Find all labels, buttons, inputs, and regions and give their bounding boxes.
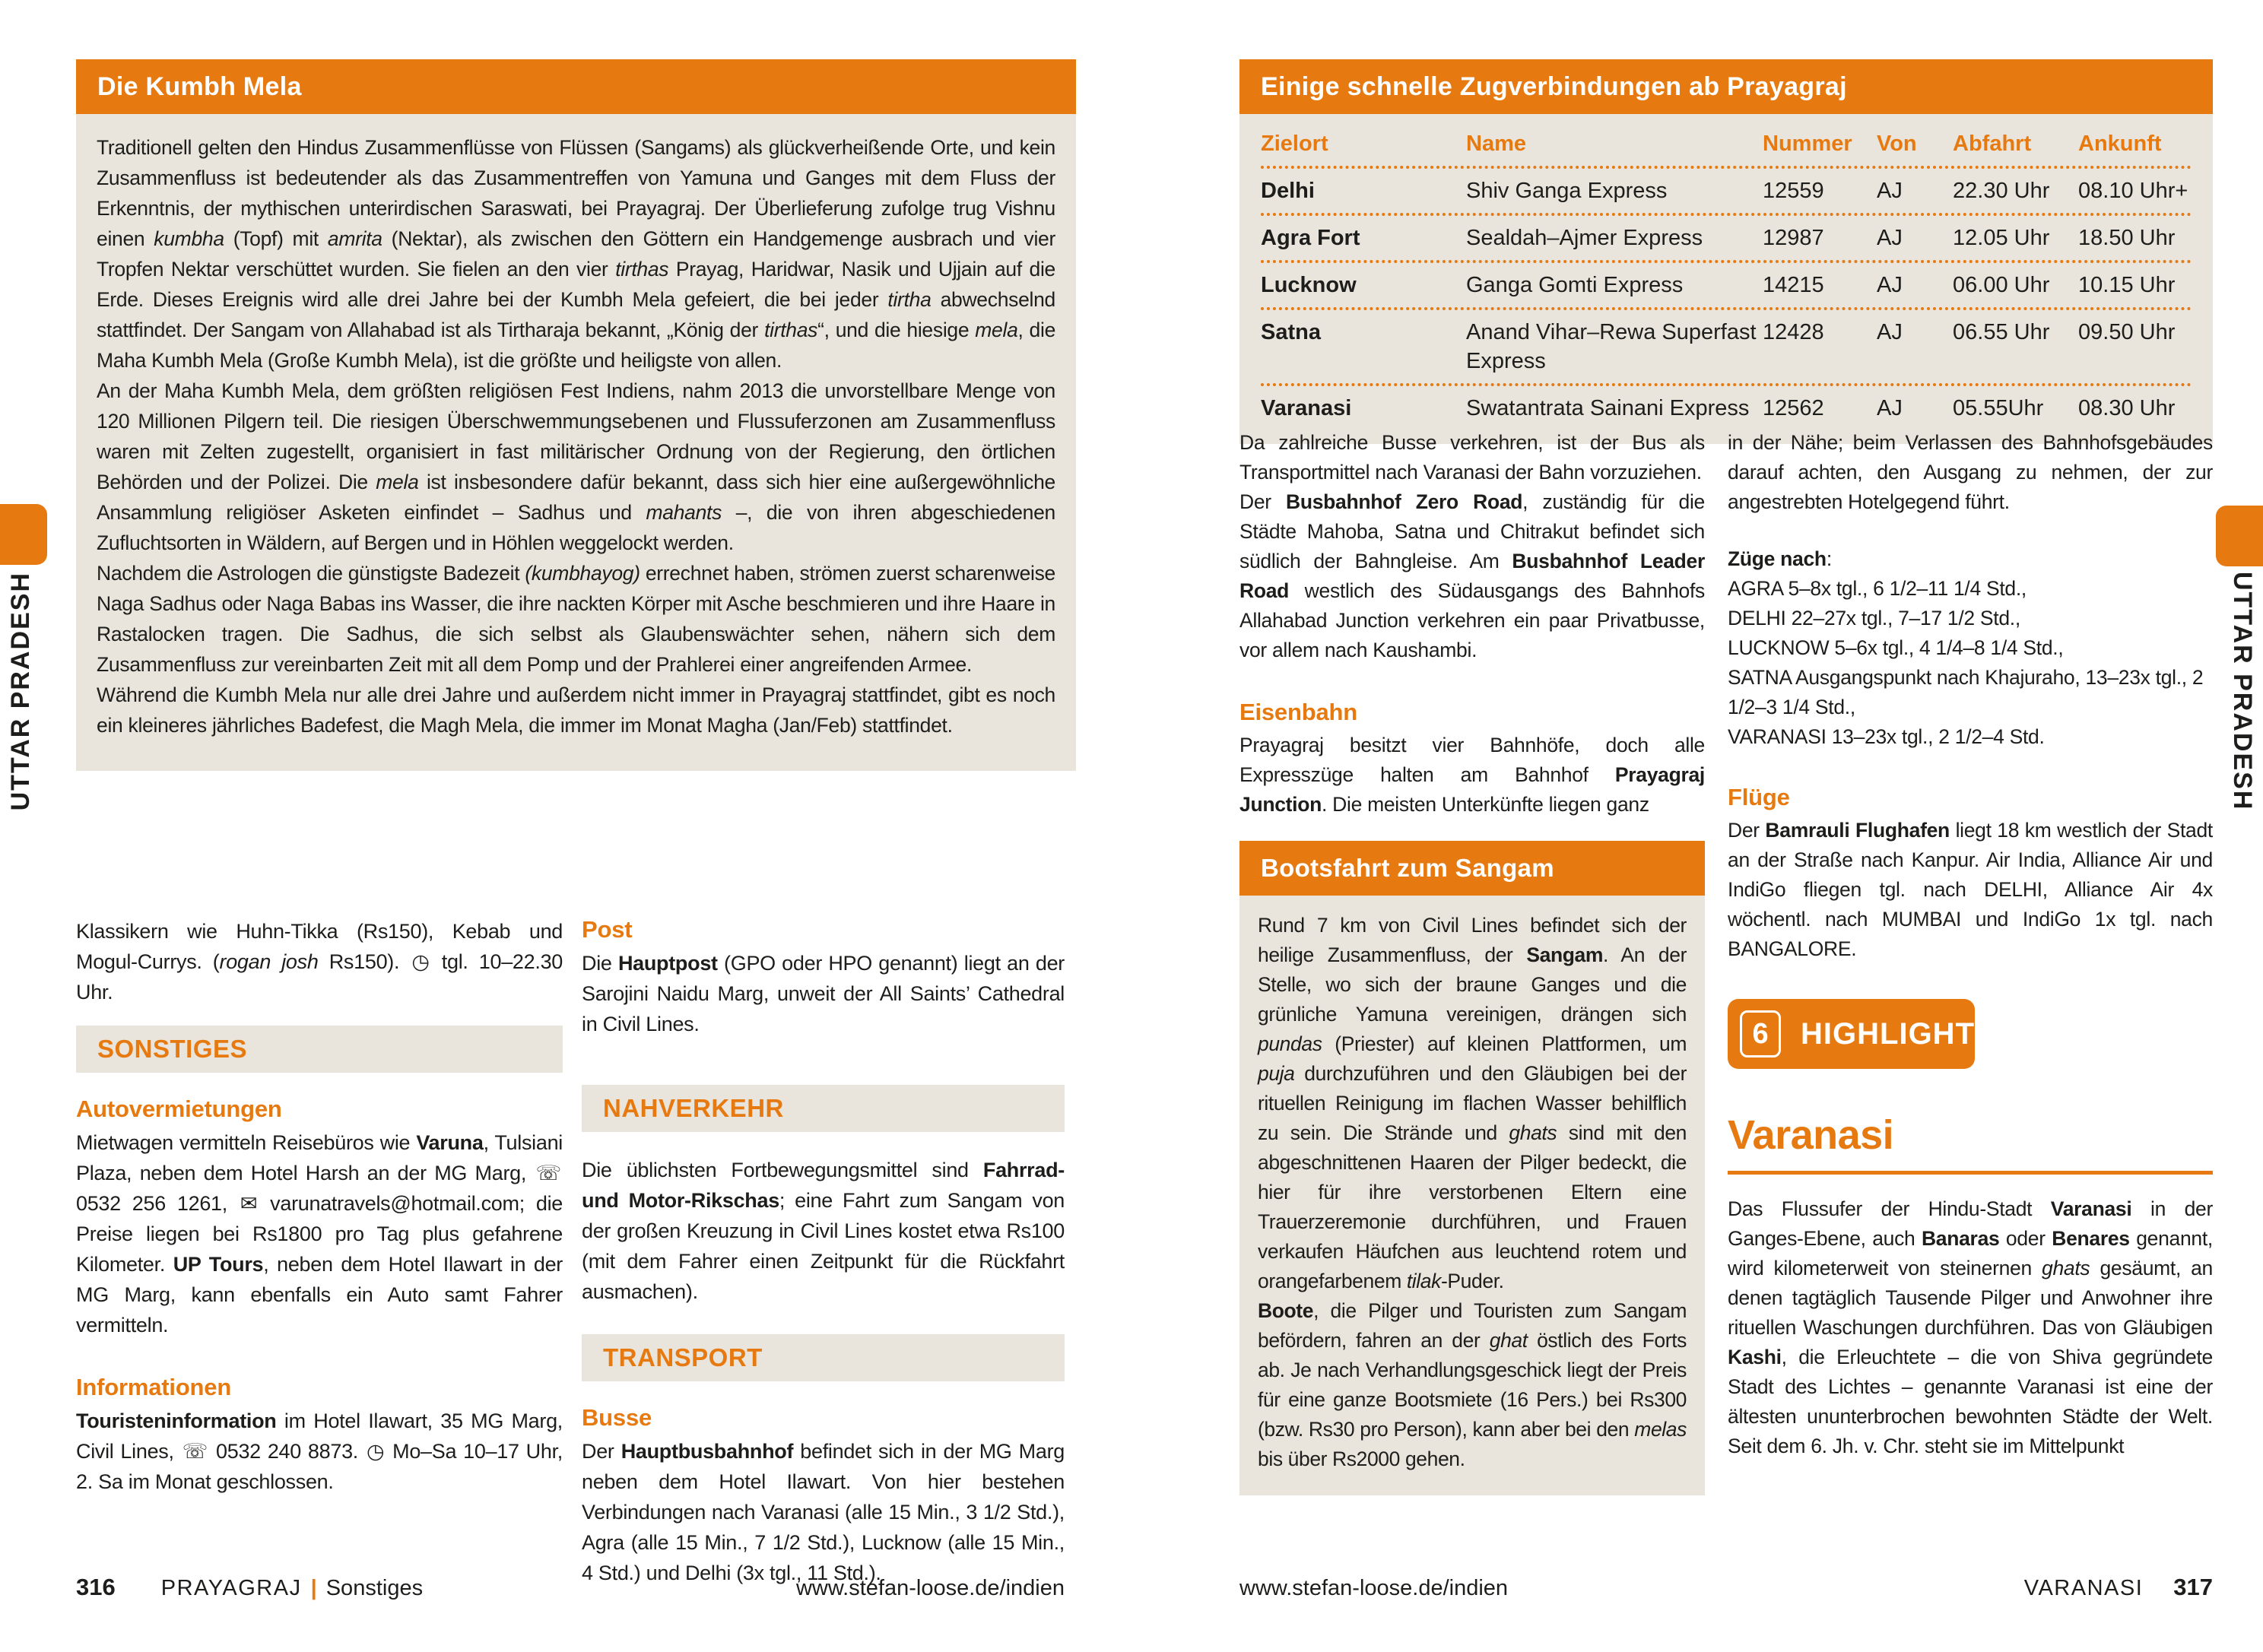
column-header: Von	[1877, 132, 1917, 156]
left-page-column-1	[76, 916, 563, 1497]
list-line	[1728, 663, 2213, 722]
info-box	[1239, 841, 1705, 1495]
text-run: ghats	[1509, 1121, 1557, 1144]
cell-ankunft: 18.50 Uhr	[2078, 226, 2176, 250]
footer-url: www.stefan-loose.de/indien	[795, 1576, 1065, 1600]
column-header: Nummer	[1763, 132, 1852, 156]
text-run: befindet sich in der MG Marg neben dem Hotel Ilawart. Von hier bestehen Verbindungen nach Varanasi (alle 15 Min., 3 1/2 Std.), Agra (alle 15 Min., 7 1/2 Std.), Lucknow (alle 15 Min., 4 Std.) und Delhi (3x tgl., 11 Std.).	[582, 1440, 1065, 1584]
paragraph	[582, 1155, 1065, 1307]
text-run: errechnet haben, strömen zuerst scharenweise Naga Sadhus oder Naga Babas ins Wasser, die ihre nackten Körper mit Asche beschmieren und ihre Haare in Rastalocken tragen. Die Sadhus, die sich selbst als Glaubenswächter sehen, nähern sich dem Zusammenfluss zur vereinbarten Zeit mit all dem Pomp und der Prahlerei einer angreifenden Armee.	[97, 562, 1055, 676]
highlight-badge	[1728, 999, 1975, 1069]
text-run: ghat	[1489, 1329, 1528, 1352]
text-run: tirtha	[887, 288, 932, 311]
cell-von: AJ	[1877, 396, 1903, 420]
text-run: ; eine Fahrt zum Sangam von der großen Kreuzung in Civil Lines kostet etwa Rs100 (mit dem Fahrer einen Zeitpunkt für die Rückfahrt ausmachen).	[582, 1189, 1065, 1303]
info-box-body	[1239, 896, 1705, 1495]
text-run: Prayagraj Junction	[1239, 763, 1705, 816]
paragraph	[97, 558, 1055, 680]
page-number: 317	[2173, 1574, 2213, 1600]
cell-abfahrt: 12.05 Uhr	[1953, 226, 2050, 250]
paragraph	[76, 1127, 563, 1340]
paragraph	[97, 132, 1055, 376]
subheading: Autovermietungen	[76, 1096, 282, 1122]
text-run: Der	[1728, 819, 1766, 842]
region-label-right: UTTAR PRADESH	[2228, 572, 2257, 811]
cell-nummer: 14215	[1763, 273, 1824, 297]
cell-zielort: Satna	[1261, 320, 1321, 344]
text-run: liegt 18 km westlich der Stadt an der Straße nach Kanpur. Air India, Alliance Air und IndiGo fliegen tgl. nach DELHI, Alliance Air 4x wöchentl. nach MUMBAI und IndiGo 1x tgl. nach BANGALORE.	[1728, 819, 2213, 960]
table-row	[1261, 383, 2192, 430]
paragraph	[97, 680, 1055, 740]
column-header: Ankunft	[2078, 132, 2162, 156]
text-run: (kumbhayog)	[525, 562, 640, 585]
text-run: melas	[1634, 1418, 1687, 1441]
text-run: An der Maha Kumbh Mela, dem größten religiösen Fest Indiens, nahm 2013 die unvorstellbare Menge von 120 Millionen Pilgern teil. Die riesigen Überschwemmungsebenen und Flussuferzonen am Zusammenfluss waren mit Zelten zugestellt, organisiert in fast militärischer Ordnung von der Regierung, den örtlichen Behörden und der Polizei. Die	[97, 379, 1055, 493]
paragraph	[582, 1436, 1065, 1588]
text-run: AGRA 5–8x tgl., 6 1/2–11 1/4 Std.,	[1728, 577, 2027, 600]
text-run: genannt, wird kilometerweit von steinernen	[1728, 1227, 2213, 1279]
text-run: (Topf) mit	[224, 227, 328, 250]
cell-name: Anand Vihar–Rewa Superfast Express	[1466, 320, 1757, 373]
cell-name: Swatantrata Sainani Express	[1466, 396, 1750, 420]
text-run: 0532 256 1261,	[76, 1192, 239, 1215]
text-run: VARANASI 13–23x tgl., 2 1/2–4 Std.	[1728, 725, 2045, 748]
cell-von: AJ	[1877, 273, 1903, 297]
page-number: 316	[76, 1574, 116, 1600]
column-header: Zielort	[1261, 132, 1328, 156]
cell-von: AJ	[1877, 320, 1903, 344]
text-run: , die Pilger und Touristen zum Sangam befördern, fahren an der	[1258, 1299, 1687, 1352]
paragraph	[1239, 487, 1705, 665]
cell-von: AJ	[1877, 226, 1903, 250]
paragraph	[582, 948, 1065, 1039]
paragraph	[76, 1406, 563, 1497]
text-run: im Hotel Ilawart, 35 MG Marg, Civil Lines,	[76, 1409, 563, 1463]
text-run: mela	[376, 471, 419, 493]
cell-name: Ganga Gomti Express	[1466, 273, 1684, 297]
train-table-title: Einige schnelle Zugverbindungen ab Prayagraj	[1239, 59, 2213, 114]
text-run: Benares	[2052, 1227, 2130, 1250]
text-run: varunatravels@hotmail.com; die Preise liegen bei Rs1800 pro Tag plus gefahrene Kilometer.	[76, 1192, 563, 1276]
text-run: abwechselnd stattfindet. Der Sangam von Allahabad ist als Tirtharaja bekannt, „König der	[97, 288, 1055, 341]
list-line	[1728, 604, 2213, 633]
text-run: Rs150).	[318, 950, 411, 973]
cell-abfahrt: 05.55Uhr	[1953, 396, 2044, 420]
text-run: , neben dem Hotel Ilawart in der MG Marg, kann ebenfalls ein Auto samt Fahrer vermitteln.	[76, 1253, 563, 1337]
train-connections-table	[1239, 59, 2213, 444]
footer-section: Sonstiges	[325, 1576, 424, 1600]
text-run: Da zahlreiche Busse verkehren, ist der Bus als Transportmittel nach Varanasi der Bahn vorzuziehen.	[1239, 431, 1705, 484]
list-line	[1728, 633, 2213, 663]
right-page-footer	[1239, 1574, 2213, 1601]
text-run: Touristeninformation	[76, 1409, 277, 1432]
table-row	[1261, 166, 2192, 213]
kumbh-mela-box	[76, 59, 1076, 771]
paragraph	[1728, 544, 2213, 574]
text-run: SATNA Ausgangspunkt nach Khajuraho, 13–23x tgl., 2 1/2–3 1/4 Std.,	[1728, 666, 2204, 718]
text-run: Der	[1239, 490, 1286, 513]
text-run: -Puder.	[1440, 1270, 1504, 1292]
text-run: (Nektar), als zwischen den Göttern ein Handgemenge ausbrach und vier Tropfen Nektar verschüttet wurden. Sie fielen an den vier	[97, 227, 1056, 281]
text-run: mela	[975, 319, 1018, 341]
cell-abfahrt: 06.55 Uhr	[1953, 320, 2050, 344]
left-page-column-2	[582, 916, 1065, 1588]
cell-ankunft: 08.30 Uhr	[2078, 396, 2176, 420]
text-run: östlich des Forts ab. Je nach Verhandlungsgeschick liegt der Preis für eine ganze Bootsmiete (16 Pers.) bei Rs300 (bzw. Rs30 pro Person), kann aber bei den	[1258, 1329, 1687, 1441]
clock-icon: ◷	[366, 1440, 385, 1463]
text-run: mahants	[646, 501, 722, 524]
text-run: oder	[1999, 1227, 2052, 1250]
text-run: Banaras	[1921, 1227, 2000, 1250]
section-header: TRANSPORT	[582, 1334, 1065, 1381]
subheading: Informationen	[76, 1374, 232, 1400]
text-run: , Tulsiani Plaza, neben dem Hotel Harsh an der MG Marg,	[76, 1131, 563, 1184]
text-run: (Priester) auf kleinen Plattformen, um	[1322, 1032, 1687, 1055]
paragraph	[1239, 428, 1705, 487]
section-header: NAHVERKEHR	[582, 1085, 1065, 1132]
cell-zielort: Delhi	[1261, 179, 1315, 203]
text-run: Rund 7 km von Civil Lines befindet sich der heilige Zusammenfluss, der	[1258, 914, 1687, 966]
text-run: Die üblichsten Fortbewegungsmittel sind	[582, 1159, 983, 1181]
subheading: Eisenbahn	[1239, 699, 1357, 725]
kumbh-mela-box-title: Die Kumbh Mela	[76, 59, 1076, 114]
text-run: . Die meisten Unterkünfte liegen ganz	[1322, 793, 1649, 816]
text-run: Hauptbusbahnhof	[620, 1440, 794, 1463]
footer-section: VARANASI	[2023, 1576, 2144, 1600]
text-run: Hauptpost	[617, 952, 718, 975]
left-page-footer	[76, 1574, 1065, 1601]
info-box-title: Bootsfahrt zum Sangam	[1239, 841, 1705, 896]
cell-abfahrt: 22.30 Uhr	[1953, 179, 2050, 203]
cell-abfahrt: 06.00 Uhr	[1953, 273, 2050, 297]
table-header-row	[1261, 117, 2192, 166]
text-run: ghats	[2042, 1257, 2090, 1279]
text-run: 0532 240 8873.	[209, 1440, 365, 1463]
text-run: Mietwagen vermitteln Reisebüros wie	[76, 1131, 417, 1154]
text-run: DELHI 22–27x tgl., 7–17 1/2 Std.,	[1728, 607, 2020, 629]
subheading: Busse	[582, 1404, 652, 1431]
kumbh-mela-box-body	[76, 114, 1076, 771]
cell-name: Sealdah–Ajmer Express	[1466, 226, 1703, 250]
paragraph	[1239, 731, 1705, 820]
cell-nummer: 12562	[1763, 396, 1824, 420]
text-run: Die	[582, 952, 618, 975]
text-run: Busbahnhof Zero Road	[1285, 490, 1523, 513]
paragraph	[1258, 911, 1687, 1296]
text-run: gesäumt, an denen tagtäglich Tausende Pilger und Anwohner ihre rituellen Waschungen durchführen. Das von Gläubigen	[1728, 1257, 2213, 1339]
paragraph	[1258, 1296, 1687, 1474]
phone-icon: ☏	[182, 1440, 208, 1463]
text-run: Das Flussufer der Hindu-Stadt	[1728, 1197, 2051, 1220]
text-run: Kashi	[1728, 1346, 1782, 1368]
cell-ankunft: 09.50 Uhr	[2078, 320, 2176, 344]
text-run: “, und die hiesige	[817, 319, 976, 341]
phone-icon: ☏	[535, 1162, 561, 1184]
text-run: Prayag, Haridwar, Nasik und Ujjain auf die Erde. Dieses Ereignis wird alle drei Jahre bei der Kumbh Mela gefeiert, die bei jeder	[97, 258, 1055, 311]
train-table-body	[1239, 114, 2213, 444]
text-run: Prayagraj besitzt vier Bahnhöfe, doch alle Expresszüge halten am Bahnhof	[1239, 734, 1705, 786]
text-run: . An der Stelle, wo sich der braune Ganges und die grünliche Yamuna vereinigen, drängen sich	[1258, 943, 1687, 1026]
text-run: Busbahnhof Leader Road	[1239, 550, 1706, 602]
train-frequency-list	[1728, 574, 2213, 752]
text-run: in der Ganges-Ebene, auch	[1728, 1197, 2213, 1250]
footer-divider: |	[310, 1576, 317, 1600]
text-run: Der	[582, 1440, 621, 1463]
text-run: (GPO oder HPO genannt) liegt an der Sarojini Naidu Marg, unweit der All Saints’ Cathedral in Civil Lines.	[582, 952, 1065, 1035]
right-page-column-1	[1239, 428, 1705, 1495]
text-run: LUCKNOW 5–6x tgl., 4 1/4–8 1/4 Std.,	[1728, 636, 2064, 659]
region-label-left: UTTAR PRADESH	[6, 572, 35, 811]
text-run: Varanasi	[2050, 1197, 2132, 1220]
cell-ankunft: 08.10 Uhr+	[2078, 179, 2188, 203]
subheading: Flüge	[1728, 784, 1790, 810]
clock-icon: ◷	[411, 950, 430, 973]
text-run: puja	[1258, 1062, 1295, 1085]
text-run: , die Erleuchtete – die von Shiva gegründete Stadt des Lichtes – genannte Varanasi ist eine der ältesten ununterbrochen bewohnten Städte der Welt. Seit dem 6. Jh. v. Chr. steht sie im Mittelpunkt	[1728, 1346, 2213, 1457]
mail-icon: ✉	[240, 1192, 258, 1215]
right-page-column-2	[1728, 428, 2213, 1461]
list-line	[1728, 722, 2213, 752]
text-run: durchzuführen und den Gläubigen bei der rituellen Reinigung im flachen Wasser behilflich zu sein. Die Strände und	[1258, 1062, 1687, 1144]
footer-url: www.stefan-loose.de/indien	[1239, 1576, 1509, 1600]
text-run: tgl. 10–22.30 Uhr.	[76, 950, 563, 1004]
footer-chapter: PRAYAGRAJ	[160, 1576, 302, 1600]
text-run: Traditionell gelten den Hindus Zusammenflüsse von Flüssen (Sangams) als glückverheißende Orte, und kein Zusammenfluss ist bedeutender als das Zusammentreffen von Yamuna und Ganges mit dem Fluss der Erkenntnis, der mythischen unterirdischen Saraswati, bei Prayagraj. Der Überlieferung zufolge trug Vishnu einen	[97, 136, 1055, 250]
text-run: in der Nähe; beim Verlassen des Bahnhofsgebäudes darauf achten, den Ausgang zu nehmen, der zur angestrebten Hotelgegend führt.	[1728, 431, 2213, 513]
list-line	[1728, 574, 2213, 604]
cell-nummer: 12559	[1763, 179, 1824, 203]
section-header: SONSTIGES	[76, 1026, 563, 1073]
text-run: kumbha	[154, 227, 224, 250]
text-run: Während die Kumbh Mela nur alle drei Jahre und außerdem nicht immer in Prayagraj stattfindet, gibt es noch ein kleineres jährliches Badefest, die Magh Mela, die immer im Monat Magha (Jan/Feb) stattfindet.	[97, 683, 1055, 737]
text-run: –, die von ihren abgeschiedenen Zufluchtsorten in Wäldern, auf Bergen und in Höhlen weggelockt werden.	[97, 501, 1055, 554]
cell-nummer: 12428	[1763, 320, 1824, 344]
text-run: sind mit den abgeschnittenen Haaren der Pilger bedeckt, die hier für ihre verstorbenen Eltern eine Trauerzeremonie durchführen, und Frauen verkaufen Häufchen aus leuchtend rotem und orangefarbenem	[1258, 1121, 1687, 1292]
text-run: Klassikern wie Huhn-Tikka (Rs150), Kebab und Mogul-Currys. (	[76, 920, 563, 973]
text-run: Nachdem die Astrologen die günstigste Badezeit	[97, 562, 525, 585]
table-row	[1261, 213, 2192, 260]
text-run: Mo–Sa 10–17 Uhr, 2. Sa im Monat geschlossen.	[76, 1440, 563, 1493]
highlight-number: 6	[1740, 1010, 1781, 1057]
text-run: Züge nach	[1728, 547, 1827, 570]
table-row	[1261, 260, 2192, 307]
cell-von: AJ	[1877, 179, 1903, 203]
text-run: , zuständig für die Städte Mahoba, Satna und Chitrakut befindet sich südlich der Bahngleise. Am	[1239, 490, 1705, 572]
text-run: tirthas	[764, 319, 818, 341]
text-run: tirthas	[615, 258, 669, 281]
column-header: Abfahrt	[1953, 132, 2032, 156]
subheading: Post	[582, 916, 633, 943]
text-run: Bamrauli Flughafen	[1765, 819, 1950, 842]
paragraph	[1728, 816, 2213, 964]
text-run: Fahrrad- und Motor-Rikschas	[582, 1159, 1065, 1212]
cell-zielort: Varanasi	[1261, 396, 1352, 420]
text-run: Boote	[1258, 1299, 1314, 1322]
text-run: UP Tours	[173, 1253, 264, 1276]
paragraph	[1728, 428, 2213, 517]
region-tab-left	[0, 504, 47, 565]
highlight-label: HIGHLIGHT	[1801, 1016, 1975, 1051]
cell-zielort: Lucknow	[1261, 273, 1357, 297]
destination-heading: Varanasi	[1728, 1111, 2213, 1175]
column-header: Name	[1466, 132, 1526, 156]
text-run: pundas	[1258, 1032, 1322, 1055]
cell-nummer: 12987	[1763, 226, 1824, 250]
text-run: bis über Rs2000 gehen.	[1258, 1447, 1465, 1470]
text-run: ist insbesondere dafür bekannt, dass sich hier eine außergewöhnliche Ansammlung religiöser Asketen einfindet – Sadhus und	[97, 471, 1055, 524]
text-run: Varuna	[416, 1131, 484, 1154]
cell-zielort: Agra Fort	[1261, 226, 1360, 250]
cell-ankunft: 10.15 Uhr	[2078, 273, 2176, 297]
paragraph	[76, 916, 563, 1007]
cell-name: Shiv Ganga Express	[1466, 179, 1668, 203]
table-row	[1261, 307, 2192, 383]
text-run: :	[1826, 547, 1832, 570]
text-run: rogan josh	[219, 950, 319, 973]
paragraph	[97, 376, 1055, 558]
text-run: westlich des Südausgangs des Bahnhofs Allahabad Junction verkehren ein paar Privatbusse, vor allem nach Kaushambi.	[1239, 579, 1705, 661]
text-run: Sangam	[1526, 943, 1604, 966]
text-run: amrita	[327, 227, 382, 250]
paragraph	[1728, 1194, 2213, 1461]
region-tab-right	[2216, 506, 2263, 566]
text-run: tilak	[1406, 1270, 1441, 1292]
text-run: , die Maha Kumbh Mela (Große Kumbh Mela), ist die größte und heiligste von allen.	[97, 319, 1056, 372]
